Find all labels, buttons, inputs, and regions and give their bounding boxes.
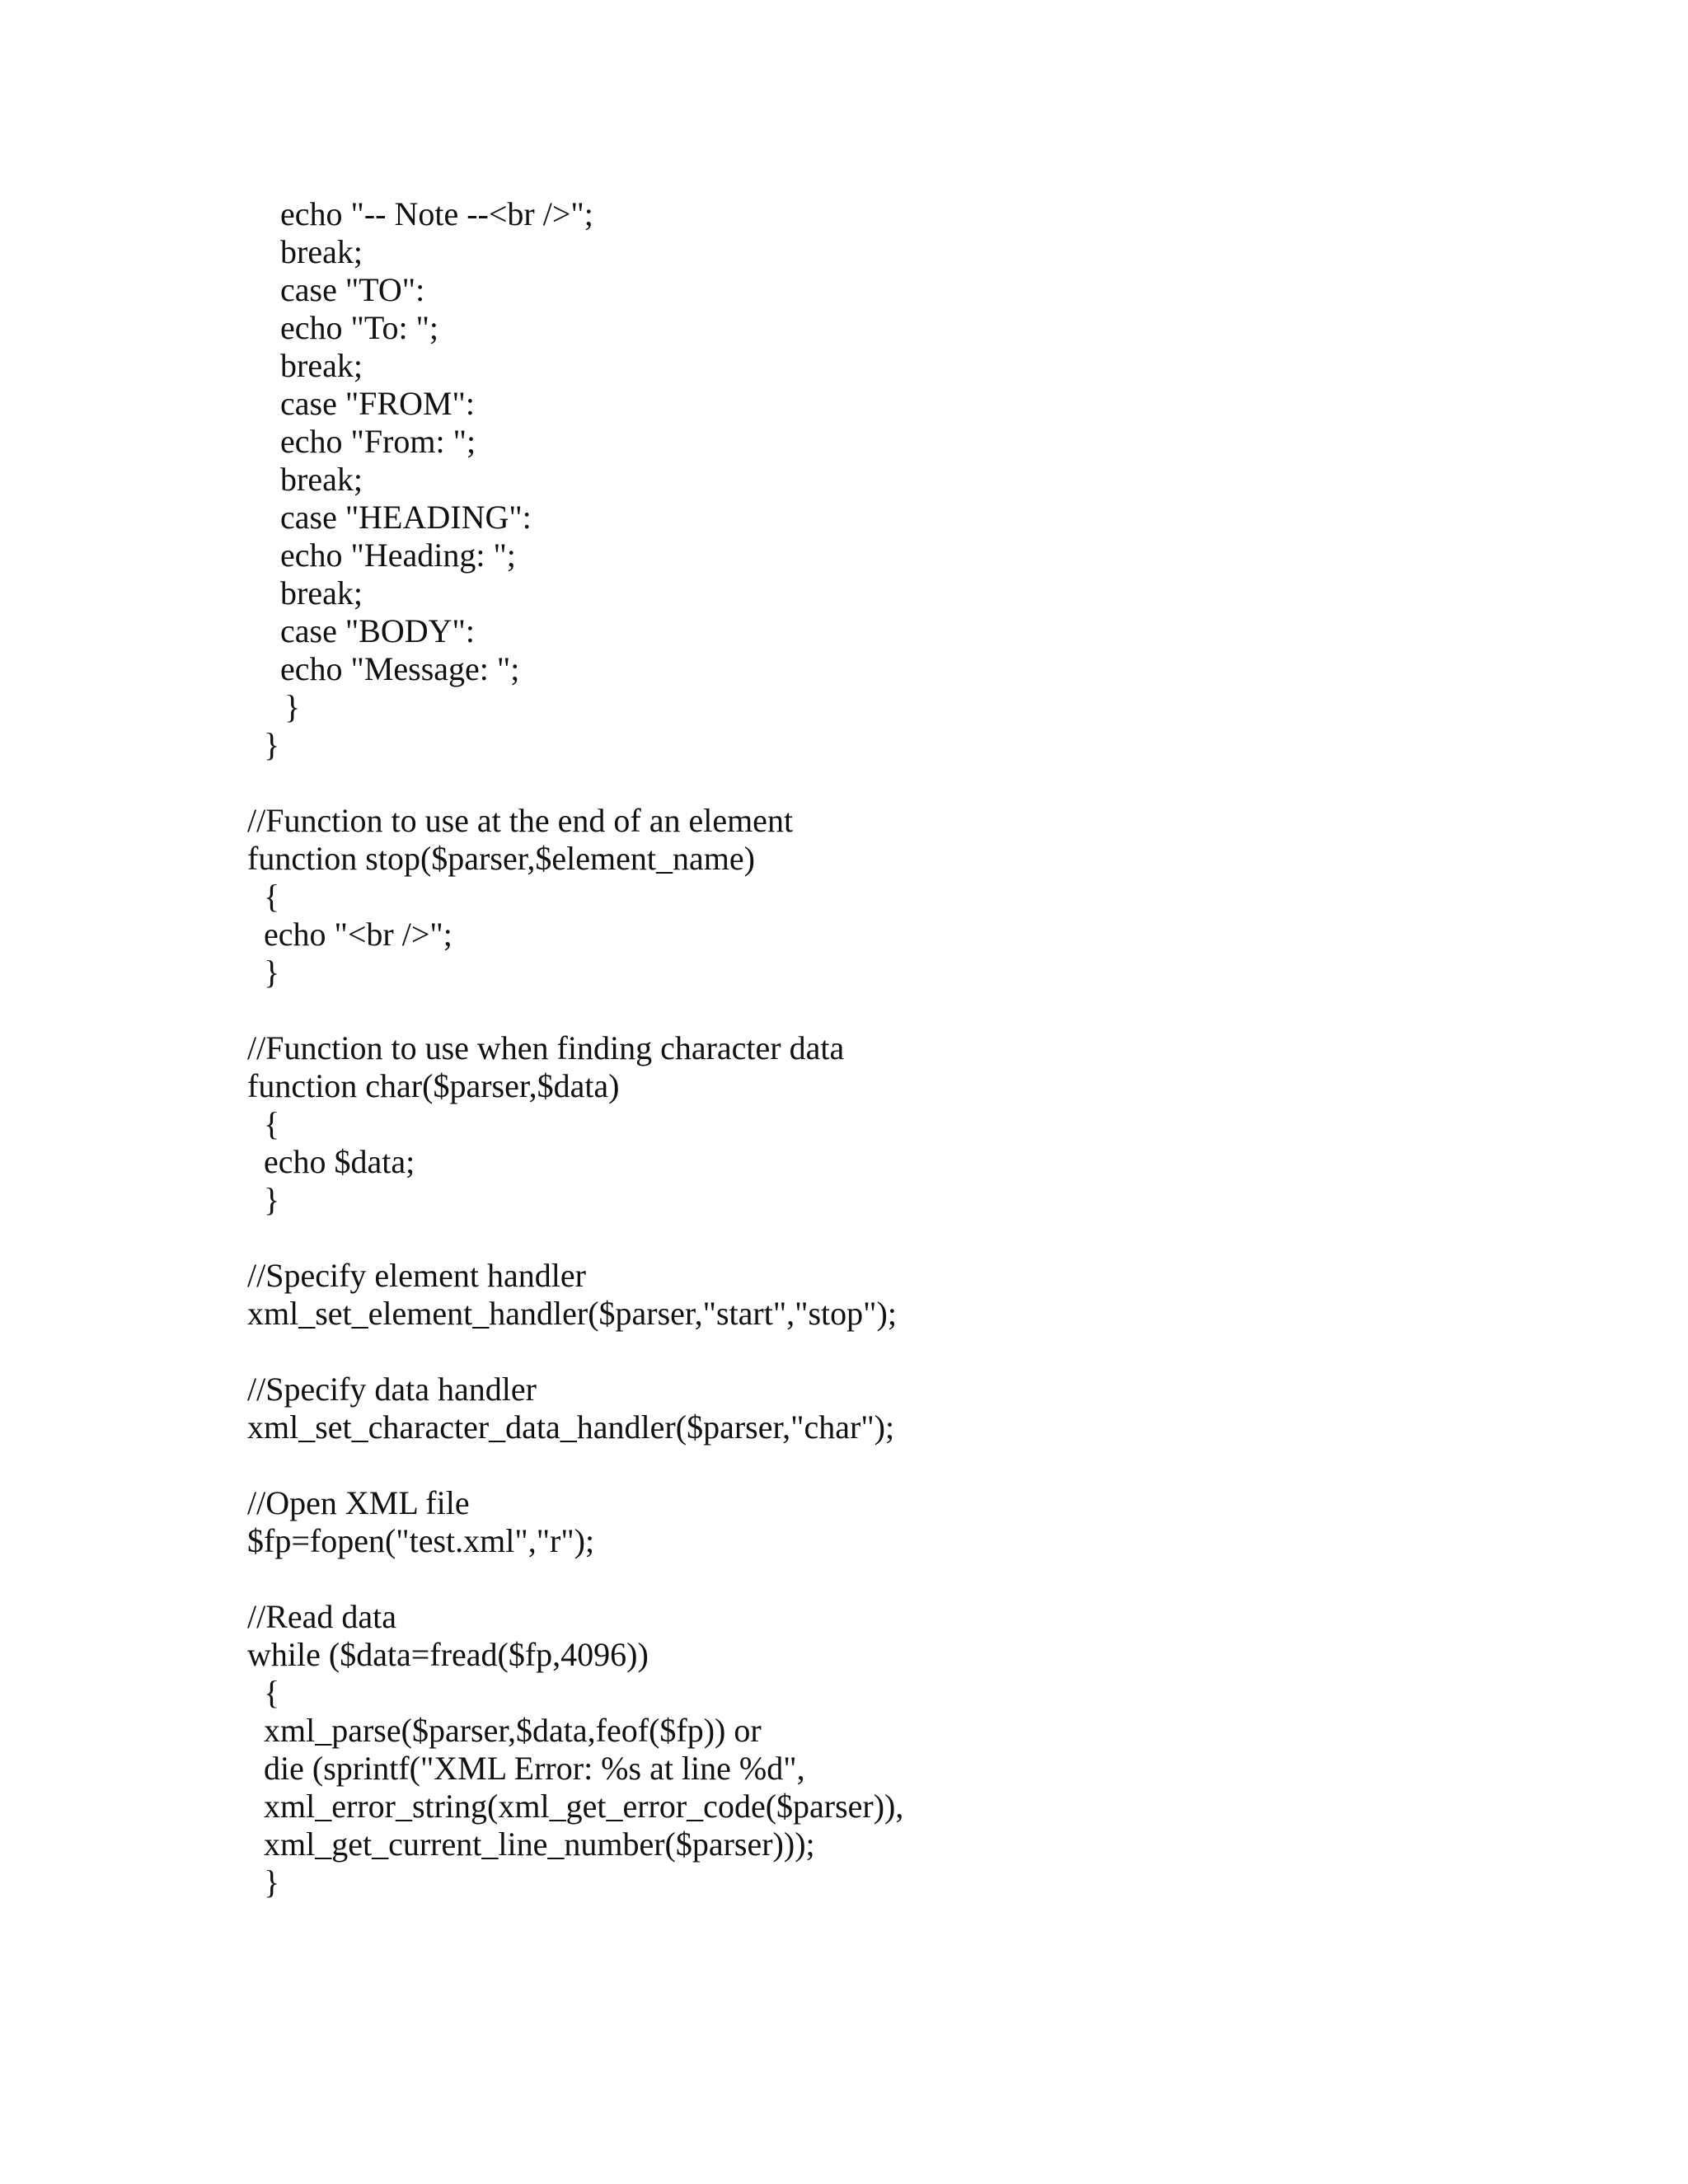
code-line: case "BODY": (280, 612, 475, 649)
code-line: } (264, 954, 280, 991)
code-line: while ($data=fread($fp,4096)) (247, 1636, 649, 1673)
code-line: echo "To: "; (280, 309, 439, 346)
code-line: echo "-- Note --<br />"; (280, 195, 593, 232)
code-comment: //Function to use when finding character data (247, 1029, 845, 1066)
code-line: } (284, 688, 301, 725)
code-line: echo "<br />"; (264, 916, 452, 953)
code-line: die (sprintf("XML Error: %s at line %d", (264, 1750, 805, 1787)
blank-line (247, 1219, 1648, 1257)
code-line: case "HEADING": (280, 499, 532, 536)
blank-line (247, 764, 1648, 802)
code-line: echo $data; (264, 1143, 415, 1180)
code-comment: //Specify element handler (247, 1257, 586, 1294)
code-comment: //Open XML file (247, 1484, 470, 1521)
code-line: xml_error_string(xml_get_error_code($parser)), (264, 1788, 904, 1825)
code-line: } (264, 726, 280, 763)
code-line: xml_set_element_handler($parser,"start","stop"); (247, 1295, 897, 1332)
code-comment: //Read data (247, 1598, 397, 1635)
code-line: echo "Heading: "; (280, 537, 516, 574)
code-line: { (264, 1105, 280, 1142)
blank-line (247, 1446, 1648, 1484)
code-line: break; (280, 461, 363, 498)
code-line: break; (280, 347, 363, 384)
blank-line (247, 1333, 1648, 1371)
blank-line (247, 1560, 1648, 1598)
code-comment: //Function to use at the end of an element (247, 802, 794, 839)
code-line: function char($parser,$data) (247, 1067, 620, 1104)
code-line: xml_parse($parser,$data,feof($fp)) or (264, 1712, 762, 1749)
code-line: { (264, 878, 280, 915)
code-line: echo "From: "; (280, 423, 476, 460)
code-line: xml_get_current_line_number($parser))); (264, 1825, 815, 1863)
blank-line (247, 991, 1648, 1029)
code-line: $fp=fopen("test.xml","r"); (247, 1522, 595, 1559)
code-line: } (264, 1863, 280, 1900)
code-line: case "FROM": (280, 385, 475, 422)
code-line: break; (280, 574, 363, 612)
code-line: { (264, 1674, 280, 1711)
code-comment: //Specify data handler (247, 1371, 537, 1408)
code-line: case "TO": (280, 271, 425, 308)
code-line: break; (280, 233, 363, 270)
code-line: function stop($parser,$element_name) (247, 840, 755, 877)
code-listing (247, 195, 1648, 1901)
code-line: echo "Message: "; (280, 650, 520, 687)
code-line: } (264, 1181, 280, 1218)
code-line: xml_set_character_data_handler($parser,"char"); (247, 1408, 895, 1446)
